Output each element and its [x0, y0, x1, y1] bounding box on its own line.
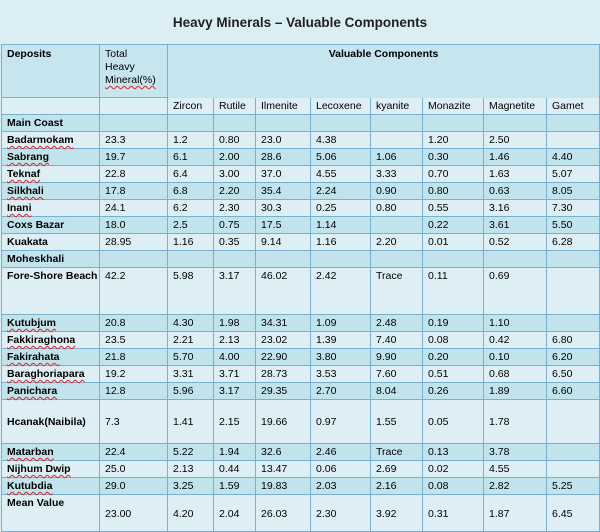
deposit-name: Badarmokam	[2, 132, 100, 149]
cell-magnetite: 1.10	[484, 315, 547, 332]
cell-rutile: 3.00	[214, 166, 256, 183]
deposit-name: Kutubjum	[2, 315, 100, 332]
col-rutile: Rutile	[214, 98, 256, 115]
cell-gamet: 6.50	[547, 366, 600, 383]
deposit-name: Fore-Shore Beach	[2, 268, 100, 315]
header-deposits: Deposits	[2, 45, 100, 98]
deposit-name: Mean Value	[2, 495, 100, 532]
cell-monazite: 0.01	[423, 234, 484, 251]
cell-zircon: 6.8	[168, 183, 214, 200]
deposit-name: Sabrang	[2, 149, 100, 166]
cell-zircon: 6.1	[168, 149, 214, 166]
cell-zircon: 5.22	[168, 444, 214, 461]
cell-zircon: 4.30	[168, 315, 214, 332]
total-value: 23.00	[100, 495, 168, 532]
table-row	[2, 332, 600, 349]
section-row-main-coast	[2, 115, 600, 132]
table-row	[2, 183, 600, 200]
cell-kyanite: 7.60	[371, 366, 423, 383]
cell-zircon: 2.21	[168, 332, 214, 349]
cell-magnetite: 4.55	[484, 461, 547, 478]
total-value: 18.0	[100, 217, 168, 234]
cell-ilmenite: 28.6	[256, 149, 311, 166]
cell-rutile: 3.17	[214, 268, 256, 315]
cell-lecoxene: 4.38	[311, 132, 371, 149]
cell-lecoxene: 0.06	[311, 461, 371, 478]
deposit-name: Matarban	[2, 444, 100, 461]
cell-rutile: 1.59	[214, 478, 256, 495]
cell-gamet	[547, 268, 600, 315]
cell-rutile: 2.30	[214, 200, 256, 217]
cell-kyanite: 7.40	[371, 332, 423, 349]
cell-kyanite	[371, 217, 423, 234]
cell-rutile: 4.00	[214, 349, 256, 366]
cell-ilmenite: 19.66	[256, 400, 311, 444]
cell-ilmenite: 46.02	[256, 268, 311, 315]
cell-monazite: 0.31	[423, 495, 484, 532]
col-monazite: Monazite	[423, 98, 484, 115]
header-total-line2: Heavy	[105, 61, 135, 73]
cell-kyanite: 2.48	[371, 315, 423, 332]
cell-gamet	[547, 444, 600, 461]
deposit-name: Kutubdia	[2, 478, 100, 495]
cell-lecoxene: 0.97	[311, 400, 371, 444]
cell-gamet	[547, 461, 600, 478]
table-row	[2, 234, 600, 251]
section-label: Main Coast	[2, 115, 100, 132]
total-value: 17.8	[100, 183, 168, 200]
table-row	[2, 166, 600, 183]
deposit-name: Nijhum Dwip	[2, 461, 100, 478]
table-row	[2, 349, 600, 366]
total-value: 21.8	[100, 349, 168, 366]
cell-zircon: 4.20	[168, 495, 214, 532]
cell-rutile: 3.71	[214, 366, 256, 383]
cell-zircon: 5.96	[168, 383, 214, 400]
cell-ilmenite: 17.5	[256, 217, 311, 234]
total-value: 24.1	[100, 200, 168, 217]
table-row	[2, 495, 600, 532]
cell-zircon: 2.5	[168, 217, 214, 234]
cell-zircon: 1.41	[168, 400, 214, 444]
table-row	[2, 461, 600, 478]
cell-magnetite: 0.63	[484, 183, 547, 200]
cell-kyanite: 3.92	[371, 495, 423, 532]
cell-gamet	[547, 132, 600, 149]
col-kyanite: kyanite	[371, 98, 423, 115]
cell-lecoxene: 2.42	[311, 268, 371, 315]
cell-zircon: 5.98	[168, 268, 214, 315]
cell-monazite: 0.22	[423, 217, 484, 234]
cell-ilmenite: 30.3	[256, 200, 311, 217]
cell-kyanite: 8.04	[371, 383, 423, 400]
cell-magnetite: 1.87	[484, 495, 547, 532]
total-value: 23.5	[100, 332, 168, 349]
cell-ilmenite: 23.02	[256, 332, 311, 349]
deposit-name: Baraghoriapara	[2, 366, 100, 383]
cell-zircon: 3.25	[168, 478, 214, 495]
cell-monazite: 0.80	[423, 183, 484, 200]
col-magnetite: Magnetite	[484, 98, 547, 115]
cell-magnetite: 3.16	[484, 200, 547, 217]
table-row	[2, 132, 600, 149]
total-value: 22.4	[100, 444, 168, 461]
deposit-name: Coxs Bazar	[2, 217, 100, 234]
cell-ilmenite: 37.0	[256, 166, 311, 183]
table-row	[2, 217, 600, 234]
cell-magnetite: 1.89	[484, 383, 547, 400]
cell-kyanite: 1.06	[371, 149, 423, 166]
cell-lecoxene: 3.53	[311, 366, 371, 383]
cell-zircon: 6.4	[168, 166, 214, 183]
cell-monazite: 0.30	[423, 149, 484, 166]
table-row	[2, 444, 600, 461]
cell-monazite: 0.26	[423, 383, 484, 400]
cell-ilmenite: 19.83	[256, 478, 311, 495]
cell-gamet	[547, 315, 600, 332]
cell-ilmenite: 28.73	[256, 366, 311, 383]
cell-ilmenite: 29.35	[256, 383, 311, 400]
cell-magnetite: 0.68	[484, 366, 547, 383]
cell-ilmenite: 35.4	[256, 183, 311, 200]
cell-ilmenite: 13.47	[256, 461, 311, 478]
cell-gamet: 5.25	[547, 478, 600, 495]
total-value: 22.8	[100, 166, 168, 183]
cell-zircon: 5.70	[168, 349, 214, 366]
cell-monazite: 1.20	[423, 132, 484, 149]
col-ilmenite: Ilmenite	[256, 98, 311, 115]
cell-monazite: 0.51	[423, 366, 484, 383]
header-row	[2, 45, 600, 98]
header-valuable: Valuable Components	[168, 45, 600, 98]
deposit-name: Inani	[2, 200, 100, 217]
total-value: 29.0	[100, 478, 168, 495]
cell-kyanite: 0.90	[371, 183, 423, 200]
total-value: 25.0	[100, 461, 168, 478]
col-zircon: Zircon	[168, 98, 214, 115]
cell-gamet: 4.40	[547, 149, 600, 166]
cell-ilmenite: 26.03	[256, 495, 311, 532]
cell-gamet	[547, 400, 600, 444]
table-row	[2, 315, 600, 332]
total-value: 20.8	[100, 315, 168, 332]
header-total-line3: Mineral(%)	[105, 74, 156, 86]
cell-gamet: 5.50	[547, 217, 600, 234]
deposit-name: Panichara	[2, 383, 100, 400]
cell-monazite: 0.70	[423, 166, 484, 183]
cell-lecoxene: 2.30	[311, 495, 371, 532]
col-gamet: Gamet	[547, 98, 600, 115]
cell-magnetite: 1.46	[484, 149, 547, 166]
deposit-name: Hcanak(Naibila)	[2, 400, 100, 444]
cell-rutile: 0.75	[214, 217, 256, 234]
cell-lecoxene: 2.03	[311, 478, 371, 495]
cell-zircon: 3.31	[168, 366, 214, 383]
cell-lecoxene: 0.25	[311, 200, 371, 217]
cell-rutile: 2.13	[214, 332, 256, 349]
cell-ilmenite: 23.0	[256, 132, 311, 149]
cell-zircon: 6.2	[168, 200, 214, 217]
cell-rutile: 3.17	[214, 383, 256, 400]
cell-magnetite: 0.10	[484, 349, 547, 366]
cell-ilmenite: 9.14	[256, 234, 311, 251]
cell-gamet: 7.30	[547, 200, 600, 217]
cell-gamet: 5.07	[547, 166, 600, 183]
cell-monazite: 0.13	[423, 444, 484, 461]
page-title: Heavy Minerals – Valuable Components	[172, 15, 428, 30]
cell-lecoxene: 1.09	[311, 315, 371, 332]
table-row	[2, 149, 600, 166]
header-total-line1: Total	[105, 48, 128, 60]
cell-monazite: 0.08	[423, 478, 484, 495]
cell-rutile: 2.04	[214, 495, 256, 532]
total-value: 42.2	[100, 268, 168, 315]
cell-rutile: 0.44	[214, 461, 256, 478]
cell-lecoxene: 4.55	[311, 166, 371, 183]
cell-kyanite: 2.69	[371, 461, 423, 478]
cell-kyanite	[371, 132, 423, 149]
cell-lecoxene: 2.24	[311, 183, 371, 200]
deposit-name: Kuakata	[2, 234, 100, 251]
cell-magnetite: 3.61	[484, 217, 547, 234]
col-lecoxene: Lecoxene	[311, 98, 371, 115]
cell-rutile: 0.80	[214, 132, 256, 149]
cell-monazite: 0.02	[423, 461, 484, 478]
total-value: 19.2	[100, 366, 168, 383]
cell-gamet: 6.20	[547, 349, 600, 366]
cell-monazite: 0.11	[423, 268, 484, 315]
cell-gamet: 6.28	[547, 234, 600, 251]
cell-kyanite: 9.90	[371, 349, 423, 366]
deposit-name: Fakkiraghona	[2, 332, 100, 349]
cell-kyanite: 2.20	[371, 234, 423, 251]
cell-zircon: 1.2	[168, 132, 214, 149]
table-row	[2, 268, 600, 315]
cell-lecoxene: 1.16	[311, 234, 371, 251]
deposit-name: Fakirahata	[2, 349, 100, 366]
cell-magnetite: 2.50	[484, 132, 547, 149]
cell-rutile: 2.15	[214, 400, 256, 444]
total-value: 23.3	[100, 132, 168, 149]
cell-zircon: 2.13	[168, 461, 214, 478]
cell-lecoxene: 1.14	[311, 217, 371, 234]
cell-rutile: 2.20	[214, 183, 256, 200]
cell-kyanite: 1.55	[371, 400, 423, 444]
cell-lecoxene: 2.46	[311, 444, 371, 461]
cell-kyanite: 3.33	[371, 166, 423, 183]
minerals-table	[1, 44, 600, 532]
cell-lecoxene: 5.06	[311, 149, 371, 166]
cell-gamet: 6.45	[547, 495, 600, 532]
cell-ilmenite: 34.31	[256, 315, 311, 332]
cell-ilmenite: 22.90	[256, 349, 311, 366]
table-row	[2, 383, 600, 400]
table-row	[2, 200, 600, 217]
cell-magnetite: 0.52	[484, 234, 547, 251]
cell-ilmenite: 32.6	[256, 444, 311, 461]
title-bar	[1, 1, 599, 44]
cell-magnetite: 1.63	[484, 166, 547, 183]
cell-monazite: 0.19	[423, 315, 484, 332]
cell-zircon: 1.16	[168, 234, 214, 251]
total-value: 12.8	[100, 383, 168, 400]
cell-monazite: 0.08	[423, 332, 484, 349]
cell-rutile: 2.00	[214, 149, 256, 166]
cell-magnetite: 2.82	[484, 478, 547, 495]
deposit-name: Silkhali	[2, 183, 100, 200]
cell-kyanite: Trace	[371, 268, 423, 315]
cell-lecoxene: 1.39	[311, 332, 371, 349]
total-value: 7.3	[100, 400, 168, 444]
deposit-name: Teknaf	[2, 166, 100, 183]
cell-lecoxene: 2.70	[311, 383, 371, 400]
cell-kyanite: Trace	[371, 444, 423, 461]
column-header-row	[2, 98, 600, 115]
section-row-moheskhali	[2, 251, 600, 268]
cell-magnetite: 1.78	[484, 400, 547, 444]
cell-monazite: 0.55	[423, 200, 484, 217]
total-value: 19.7	[100, 149, 168, 166]
cell-monazite: 0.20	[423, 349, 484, 366]
cell-gamet: 6.60	[547, 383, 600, 400]
table-row	[2, 400, 600, 444]
cell-gamet: 8.05	[547, 183, 600, 200]
cell-kyanite: 0.80	[371, 200, 423, 217]
cell-lecoxene: 3.80	[311, 349, 371, 366]
cell-rutile: 0.35	[214, 234, 256, 251]
cell-magnetite: 3.78	[484, 444, 547, 461]
cell-magnetite: 0.69	[484, 268, 547, 315]
section-label: Moheskhali	[2, 251, 100, 268]
cell-gamet: 6.80	[547, 332, 600, 349]
cell-magnetite: 0.42	[484, 332, 547, 349]
header-total	[100, 45, 168, 98]
table-row	[2, 366, 600, 383]
total-value: 28.95	[100, 234, 168, 251]
cell-monazite: 0.05	[423, 400, 484, 444]
cell-kyanite: 2.16	[371, 478, 423, 495]
cell-rutile: 1.98	[214, 315, 256, 332]
cell-rutile: 1.94	[214, 444, 256, 461]
table-row	[2, 478, 600, 495]
